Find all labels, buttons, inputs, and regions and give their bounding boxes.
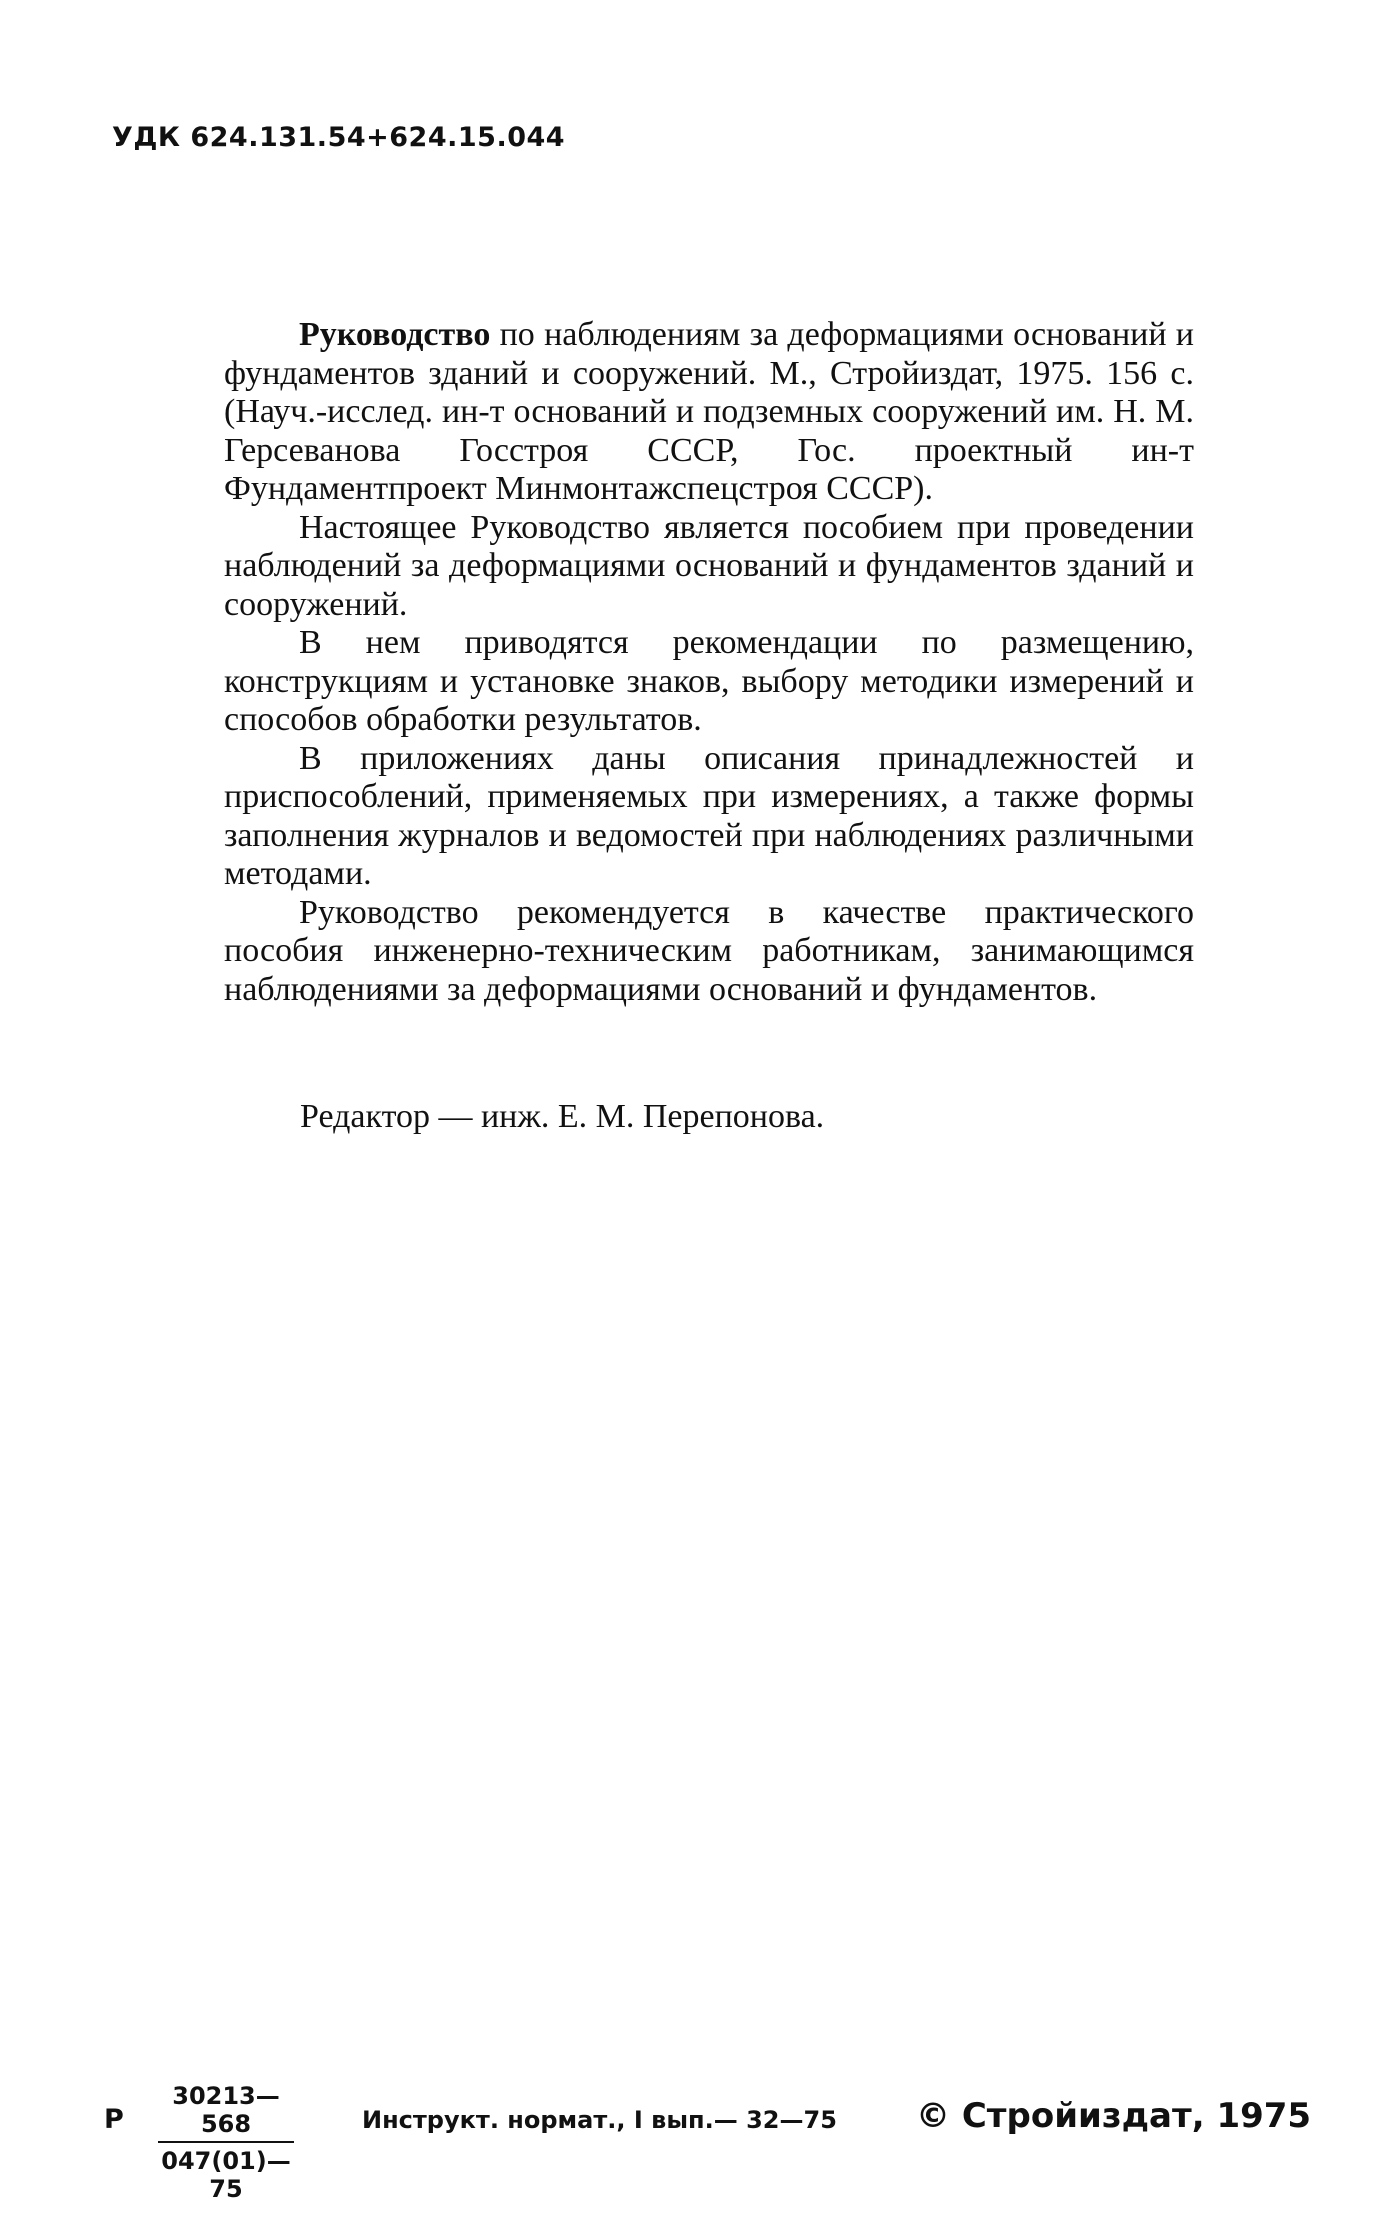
imprint-footer [104, 2082, 1312, 2203]
citation-lead: Руководство [299, 316, 491, 353]
bibliographic-citation [149, 316, 1194, 509]
fraction-numerator: 30213—568 [158, 2082, 294, 2143]
abstract-paragraph: Руководство рекомендуется в качестве практического пособия инженерно-техническим работникам, занимающимся наблюдениями за деформациями оснований и фундаментов. [224, 893, 1194, 1008]
citation-text: по наблюдениям за деформациями оснований и фундаментов зданий и сооружений. М., Стройиздат, 1975. 156 с. (Науч.-исслед. ин-т оснований и подземных сооружений им. Н. М. Герсеванова Госстроя СССР, Гос. проектный ин-т Фундаментпроект Минмонтажспецстроя СССР). [224, 316, 1194, 507]
abstract-block [224, 316, 1194, 1009]
editor-credit: Редактор — инж. Е. М. Перепонова. [300, 1098, 825, 1135]
abstract-paragraph: В приложениях даны описания принадлежностей и приспособлений, применяемых при измерениях, а также формы заполнения журналов и ведомостей при наблюдениях различными методами. [224, 739, 1194, 892]
catalog-fraction [158, 2082, 294, 2203]
index-letter: Р [104, 2104, 124, 2135]
copyright-publisher: © Стройиздат, 1975 [916, 2096, 1312, 2136]
abstract-paragraph: Настоящее Руководство является пособием при проведении наблюдений за деформациями оснований и фундаментов зданий и сооружений. [224, 508, 1194, 623]
fraction-denominator: 047(01)—75 [161, 2147, 291, 2203]
abstract-paragraph: В нем приводятся рекомендации по размещению, конструкциям и установке знаков, выбору методики измерений и способов обработки результатов. [224, 624, 1194, 738]
udk-code: УДК 624.131.54+624.15.044 [112, 122, 566, 153]
instruction-index: Инструкт. нормат., I вып.— 32—75 [362, 2106, 837, 2134]
